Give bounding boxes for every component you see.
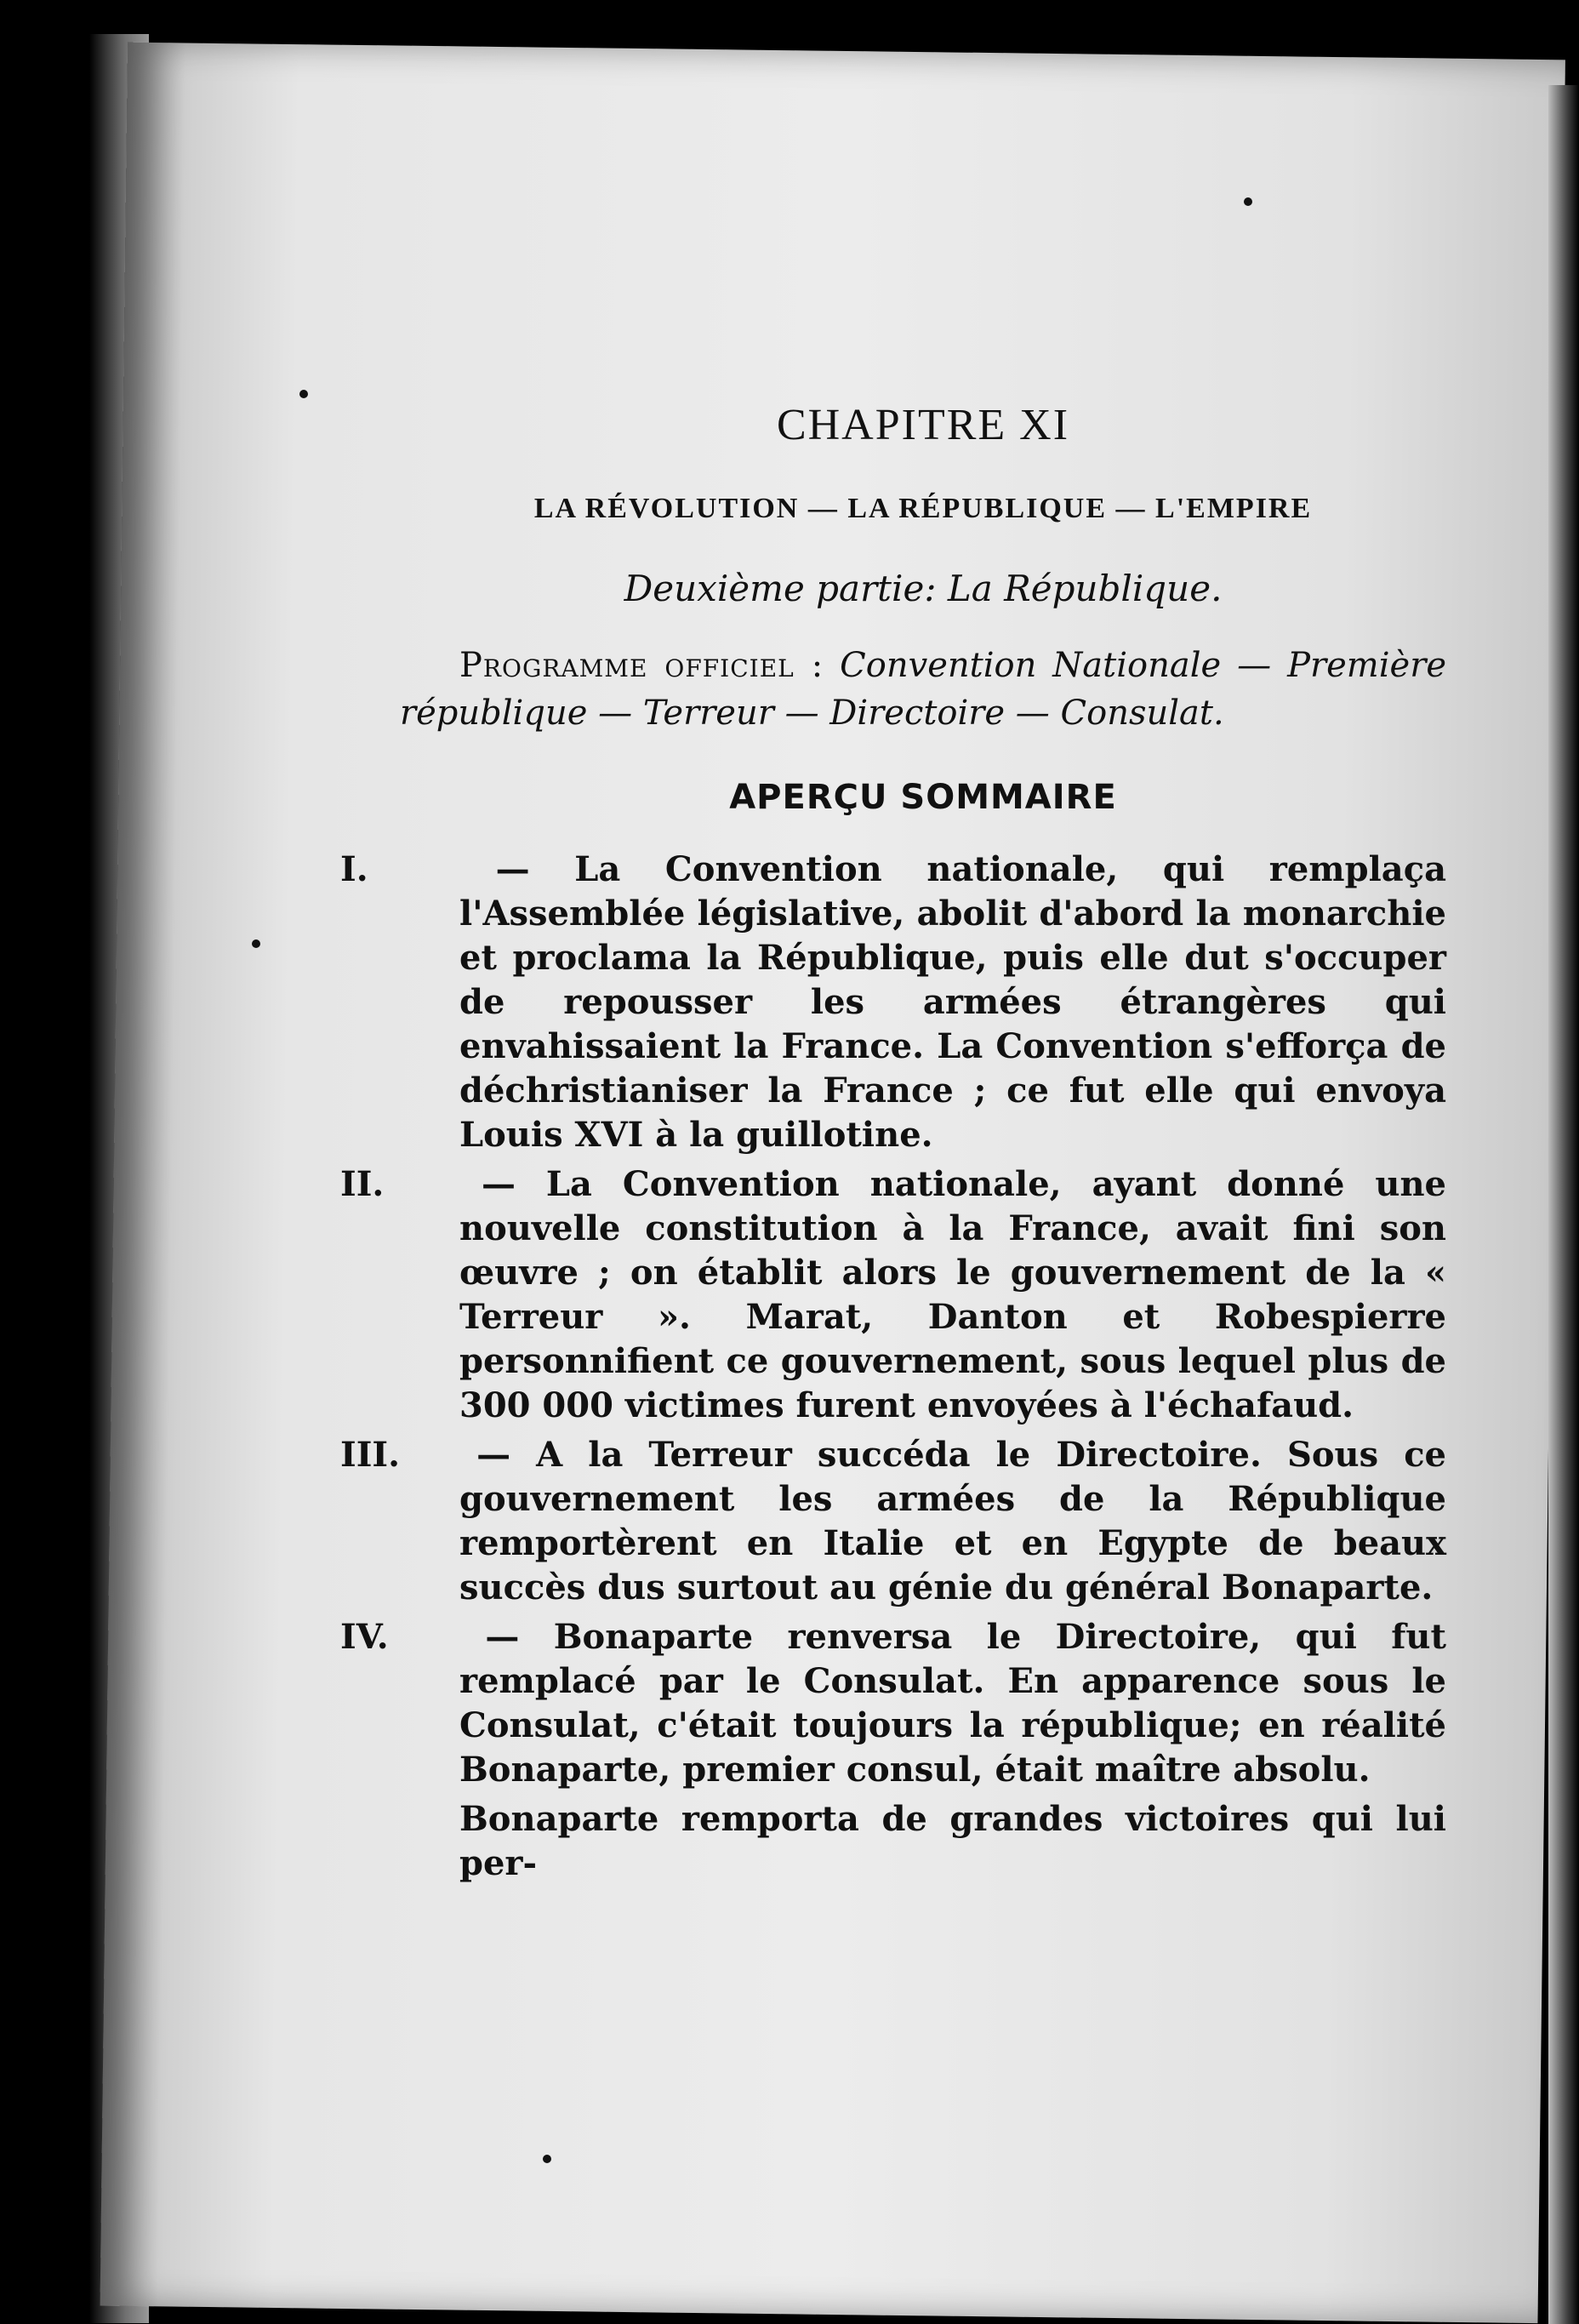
speck <box>1244 197 1252 206</box>
paragraph-number: I. <box>340 849 368 889</box>
section-title: APERÇU SOMMAIRE <box>729 778 1117 817</box>
page-right-edge <box>1548 85 1579 2324</box>
programme-label: Programme officiel : <box>459 646 824 685</box>
continuation-text: Bonaparte remporta de grandes victoires qui lui per- <box>459 1799 1446 1883</box>
programme-items: Convention Nationale — Première république — Terreur — Directoire — Consulat. <box>400 646 1446 733</box>
chapter-subtitle: LA RÉVOLUTION — LA RÉPUBLIQUE — L'EMPIRE <box>533 493 1313 524</box>
paragraph-number: IV. <box>340 1617 389 1657</box>
summary-paragraph-2 <box>340 1162 1446 1428</box>
paragraph-text: — A la Terreur succéda le Directoire. Sous ce gouvernement les armées de la République remportèrent en Italie et en Egypte de beaux succès dus surtout au génie du général Bonaparte. <box>459 1435 1446 1607</box>
paragraph-number: III. <box>340 1435 401 1475</box>
programme-officiel <box>400 642 1446 737</box>
paragraph-number: II. <box>340 1164 385 1204</box>
speck <box>299 390 308 398</box>
speck <box>252 939 260 948</box>
paragraph-text: — La Convention nationale, ayant donné une nouvelle constitution à la France, avait fini son œuvre ; on établit alors le gouvernement de la « Terreur ». Marat, Danton et Robespierre personnifient ce gouvernement, sous lequel plus de 300 000 victimes furent envoyées à l'échafaud. <box>459 1164 1446 1425</box>
summary-paragraph-4 <box>340 1615 1446 1792</box>
page-content <box>340 400 1446 1891</box>
paragraph-text: — La Convention nationale, qui remplaça l'Assemblée législative, abolit d'abord la monarchie et proclama la République, puis elle dut s'occuper de repousser les armées étrangères qui envahissaient la France. La Convention s'efforça de déchristianiser la France ; ce fut elle qui envoya Louis XVI à la guillotine. <box>459 849 1446 1155</box>
speck <box>543 2155 551 2163</box>
paragraph-text: — Bonaparte renversa le Directoire, qui fut remplacé par le Consulat. En apparence sous le Consulat, c'était toujours la république; en réalité Bonaparte, premier consul, était maître absolu. <box>459 1617 1446 1790</box>
part-title: Deuxième partie: La République. <box>624 568 1223 609</box>
summary-paragraph-1 <box>340 848 1446 1157</box>
chapter-title: CHAPITRE XI <box>776 401 1070 449</box>
summary-paragraph-3 <box>340 1433 1446 1610</box>
